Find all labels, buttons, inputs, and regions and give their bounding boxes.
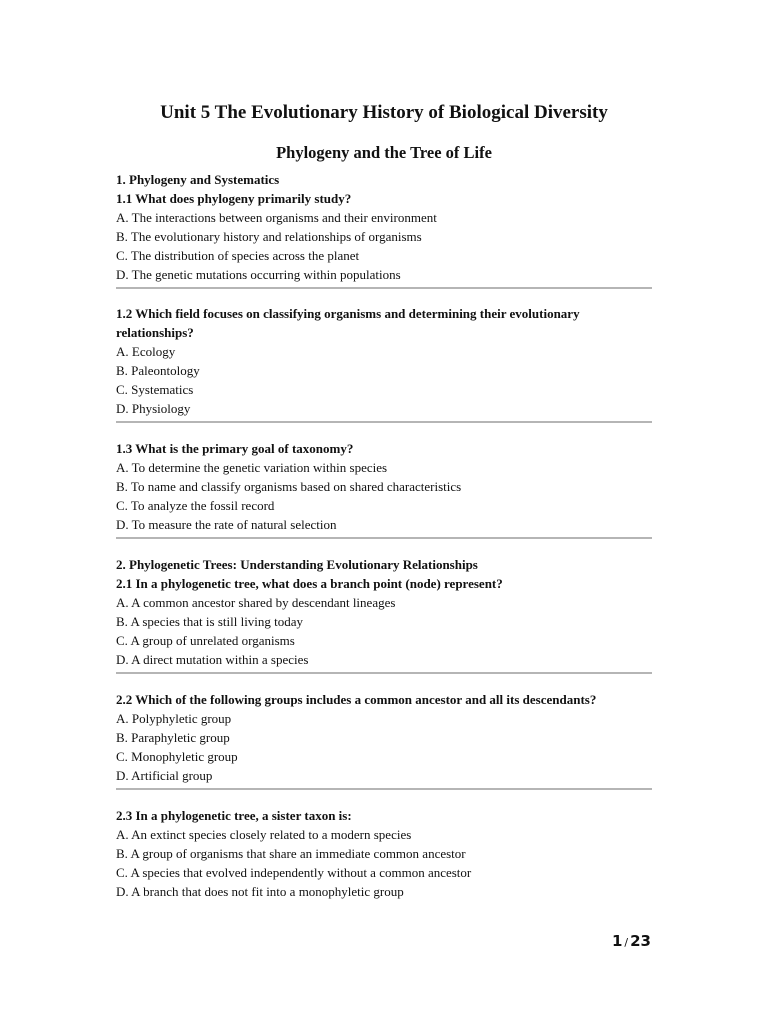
- answer-option: D. A branch that does not fit into a monophyletic group: [116, 884, 404, 899]
- question-block: [116, 806, 652, 901]
- page-current: 1: [611, 932, 623, 950]
- question-text: 1.1 What does phylogeny primarily study?: [116, 191, 352, 206]
- answer-option: C. To analyze the fossil record: [116, 498, 275, 513]
- question-text: 2.3 In a phylogenetic tree, a sister taxon is:: [116, 808, 352, 823]
- answer-option: A. A common ancestor shared by descendant lineages: [116, 595, 396, 610]
- section-heading: 1. Phylogeny and Systematics: [116, 172, 280, 187]
- document-page: [116, 100, 652, 901]
- question-divider: [116, 788, 652, 790]
- question-block: [116, 439, 652, 534]
- answer-option: B. Paraphyletic group: [116, 730, 230, 745]
- answer-option: D. Artificial group: [116, 768, 213, 783]
- document-title: Unit 5 The Evolutionary History of Biological Diversity: [160, 102, 608, 123]
- answer-option: C. The distribution of species across the planet: [116, 248, 360, 263]
- question-block: [116, 690, 652, 785]
- question-block: [116, 574, 652, 669]
- answer-option: C. Monophyletic group: [116, 749, 238, 764]
- answer-option: B. To name and classify organisms based on shared characteristics: [116, 479, 462, 494]
- answer-option: C. A group of unrelated organisms: [116, 633, 295, 648]
- page-total: 23: [630, 932, 651, 950]
- answer-option: C. Systematics: [116, 382, 194, 397]
- answer-option: A. Polyphyletic group: [116, 711, 232, 726]
- question-text: 2.1 In a phylogenetic tree, what does a branch point (node) represent?: [116, 576, 503, 591]
- question-block: [116, 305, 652, 418]
- answer-option: A. The interactions between organisms and their environment: [116, 210, 437, 225]
- answer-option: B. Paleontology: [116, 363, 200, 378]
- answer-option: D. Physiology: [116, 401, 191, 416]
- answer-option: C. A species that evolved independently without a common ancestor: [116, 865, 472, 880]
- question-block: [116, 189, 652, 284]
- document-subtitle: Phylogeny and the Tree of Life: [276, 143, 492, 162]
- answer-option: B. A species that is still living today: [116, 614, 304, 629]
- question-text: 1.3 What is the primary goal of taxonomy?: [116, 441, 354, 456]
- answer-option: B. A group of organisms that share an immediate common ancestor: [116, 846, 466, 861]
- answer-option: A. An extinct species closely related to a modern species: [116, 827, 412, 842]
- question-text: 1.2 Which field focuses on classifying organisms and determining their evolutionary relationships?: [116, 306, 580, 340]
- question-divider: [116, 537, 652, 539]
- answer-option: A. To determine the genetic variation within species: [116, 460, 388, 475]
- answer-option: B. The evolutionary history and relationships of organisms: [116, 229, 422, 244]
- question-divider: [116, 672, 652, 674]
- question-divider: [116, 421, 652, 423]
- answer-option: D. A direct mutation within a species: [116, 652, 309, 667]
- answer-option: D. The genetic mutations occurring within populations: [116, 267, 401, 282]
- answer-option: D. To measure the rate of natural selection: [116, 517, 337, 532]
- document-content: [116, 170, 652, 901]
- question-divider: [116, 287, 652, 289]
- answer-option: A. Ecology: [116, 344, 176, 359]
- question-text: 2.2 Which of the following groups includes a common ancestor and all its descendants?: [116, 692, 597, 707]
- page-separator: /: [624, 936, 629, 949]
- page-number: [612, 932, 651, 950]
- section-heading: 2. Phylogenetic Trees: Understanding Evolutionary Relationships: [116, 557, 478, 572]
